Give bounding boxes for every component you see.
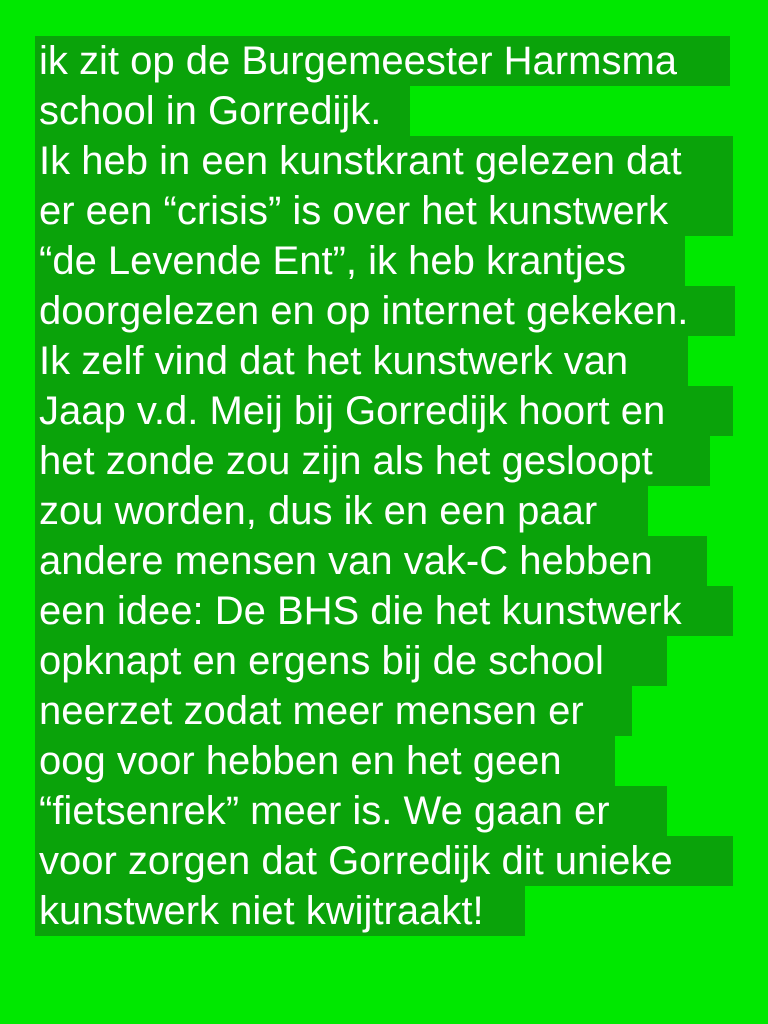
letter-text-block (35, 36, 735, 936)
text-line (35, 836, 735, 886)
highlighted-text: “fietsenrek” meer is. We gaan er (35, 786, 667, 836)
highlighted-text: neerzet zodat meer mensen er (35, 686, 632, 736)
highlighted-text: zou worden, dus ik en een paar (35, 486, 648, 536)
highlighted-text: het zonde zou zijn als het gesloopt (35, 436, 710, 486)
text-line (35, 886, 735, 936)
text-line (35, 286, 735, 336)
text-line (35, 36, 735, 86)
highlighted-text: ik zit op de Burgemeester Harmsma (35, 36, 730, 86)
text-line (35, 536, 735, 586)
text-line (35, 436, 735, 486)
highlighted-text: er een “crisis” is over het kunstwerk (35, 186, 733, 236)
highlighted-text: oog voor hebben en het geen (35, 736, 615, 786)
highlighted-text: “de Levende Ent”, ik heb krantjes (35, 236, 685, 286)
highlighted-text: Jaap v.d. Meij bij Gorredijk hoort en (35, 386, 733, 436)
highlighted-text: Ik heb in een kunstkrant gelezen dat (35, 136, 733, 186)
text-line (35, 236, 735, 286)
highlighted-text: school in Gorredijk. (35, 86, 410, 136)
highlighted-text: voor zorgen dat Gorredijk dit unieke (35, 836, 733, 886)
highlighted-text: een idee: De BHS die het kunstwerk (35, 586, 733, 636)
highlighted-text: doorgelezen en op internet gekeken. (35, 286, 735, 336)
text-line (35, 386, 735, 436)
text-line (35, 186, 735, 236)
text-line (35, 736, 735, 786)
highlighted-text: opknapt en ergens bij de school (35, 636, 667, 686)
highlighted-text: andere mensen van vak-C hebben (35, 536, 707, 586)
highlighted-text: Ik zelf vind dat het kunstwerk van (35, 336, 688, 386)
text-line (35, 336, 735, 386)
text-line (35, 86, 735, 136)
text-line (35, 636, 735, 686)
text-line (35, 136, 735, 186)
highlighted-text: kunstwerk niet kwijtraakt! (35, 886, 525, 936)
text-line (35, 486, 735, 536)
text-line (35, 686, 735, 736)
text-line (35, 786, 735, 836)
text-line (35, 586, 735, 636)
